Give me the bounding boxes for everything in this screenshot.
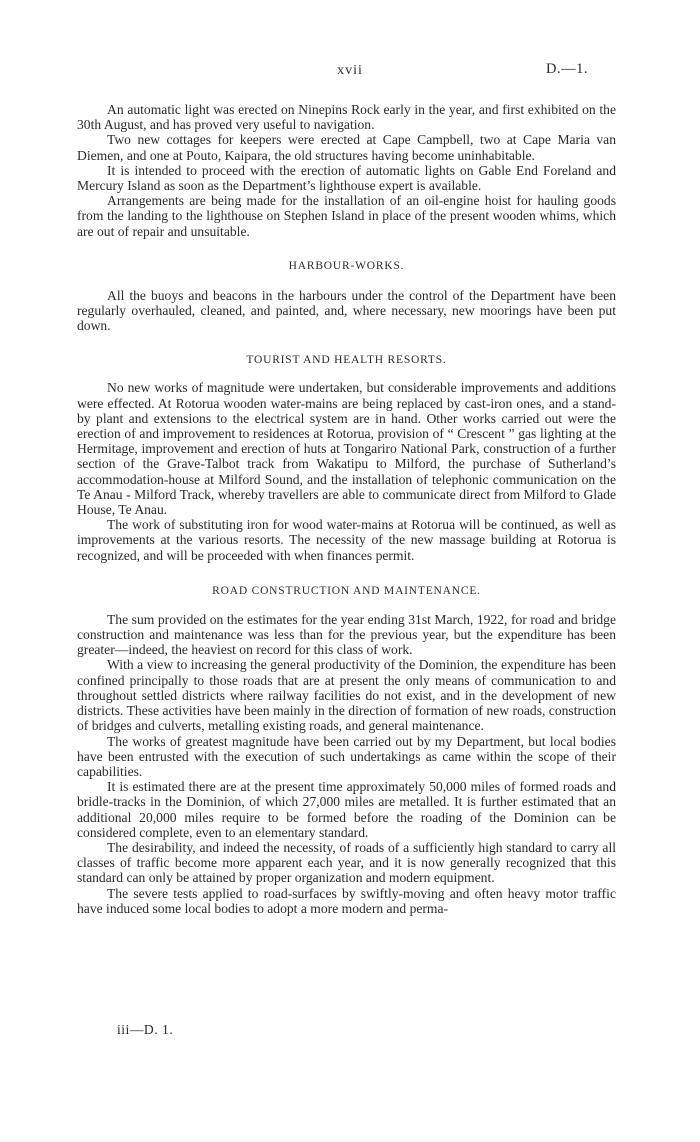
paragraph: An automatic light was erected on Ninepins Rock early in the year, and first exhibited on the 30th August, and has proved very useful to navigation. bbox=[77, 102, 616, 133]
paragraph: With a view to increasing the general productivity of the Dominion, the expenditure has been confined principally to those roads that are at present the only means of communication to and throughout settled districts where railway facilities do not exist, and in the development of new districts. These activities have been mainly in the direction of formation of new roads, construction of bridges and culverts, metalling existing roads, and general maintenance. bbox=[77, 657, 616, 734]
paragraph: It is intended to proceed with the erection of automatic lights on Gable End Foreland and Mercury Island as soon as the Department’s lighthouse expert is available. bbox=[77, 162, 616, 194]
paragraph: All the buoys and beacons in the harbours under the control of the Department have been regularly overhauled, cleaned, and painted, and, where necessary, new moorings have been put down. bbox=[77, 287, 616, 334]
paragraph: The sum provided on the estimates for the year ending 31st March, 1922, for road and bridge construction and maintenance was less than for the previous year, but the expenditure has been greater—indeed, the heaviest on record for this class of work. bbox=[77, 611, 616, 658]
section-heading-roads: ROAD CONSTRUCTION AND MAINTENANCE. bbox=[212, 584, 481, 597]
paragraph: The works of greatest magnitude have been carried out by my Department, but local bodies have been entrusted with the execution of such undertakings as came within the scope of their capabilities. bbox=[77, 733, 616, 779]
signature-mark: iii—D. 1. bbox=[117, 1022, 174, 1037]
paragraph: Arrangements are being made for the installation of an oil-engine hoist for hauling goods from the landing to the lighthouse on Stephen Island in place of the present wooden whims, which are out of repair and unsuitable. bbox=[77, 193, 616, 239]
paragraph: The desirability, and indeed the necessity, of roads of a sufficiently high standard to carry all classes of traffic become more apparent each year, and it is now generally recognized that this standard can only be attained by proper organization and modern equipment. bbox=[77, 839, 616, 886]
document-code: D.—1. bbox=[546, 61, 588, 77]
paragraph: It is estimated there are at the present time approximately 50,000 miles of formed roads and bridle-tracks in the Dominion, of which 27,000 miles are metalled. It is further estimated that an additional 20,000 miles require to be formed before the roading of the Dominion can be considered complete, even to an elementary standard. bbox=[77, 779, 616, 840]
page-number: xvii bbox=[337, 63, 363, 78]
paragraph: The severe tests applied to road-surfaces by swiftly-moving and often heavy motor traffic have induced some local bodies to adopt a more modern and perma- bbox=[77, 885, 616, 916]
section-heading-tourist: TOURIST AND HEALTH RESORTS. bbox=[246, 354, 447, 367]
document-body bbox=[77, 102, 616, 916]
paragraph: The work of substituting iron for wood water-mains at Rotorua will be continued, as well as improvements at the various resorts. The necessity of the new massage building at Rotorua is recognized, and will be proceeded with when finances permit. bbox=[77, 517, 616, 563]
paragraph: Two new cottages for keepers were erected at Cape Campbell, two at Cape Maria van Diemen, and one at Pouto, Kaipara, the old structures having become uninhabitable. bbox=[77, 132, 616, 163]
paragraph: No new works of magnitude were undertaken, but considerable improvements and additions were effected. At Rotorua wooden water-mains are being replaced by cast-iron ones, and a stand-by plant and extensions to the electrical system are in hand. Other works carried out were the erection of and improvement to residences at Rotorua, provision of “ Crescent ” gas lighting at the Hermitage, improvement and erection of huts at Tongariro National Park, construction of a further section of the Grave-Talbot track from Wakatipu to Milford, the purchase of Sutherland’s accommodation-house at Milford Sound, and the installation of telephonic communication on the Te Anau - Milford Track, whereby travellers are able to communicate direct from Milford to Glade House, Te Anau. bbox=[77, 380, 616, 518]
section-heading-harbour: HARBOUR-WORKS. bbox=[288, 259, 405, 272]
